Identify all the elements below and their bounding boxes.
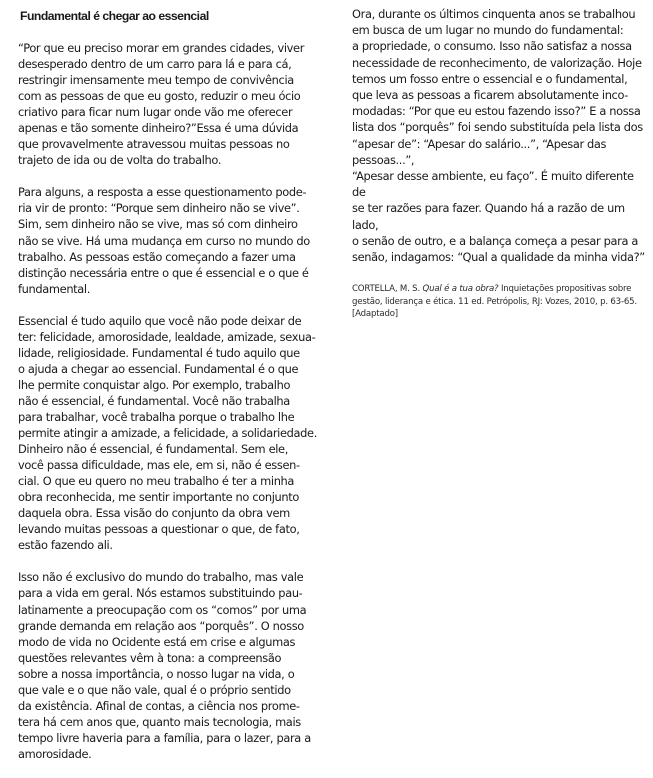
right-column: [352, 6, 646, 321]
citation-author: CORTELLA, M. S.: [352, 284, 423, 295]
citation-work-title: Qual é a tua obra?: [422, 284, 499, 295]
citation: [352, 283, 646, 321]
citation-details: Inquietações propositivas sobre gestão, liderança e ética. 11 ed. Petrópolis, RJ: Vozes, 2010, p. 63-65. [Adaptado]: [352, 284, 637, 320]
paragraph-4: Isso não é exclusivo do mundo do trabalho, mas vale para a vida em geral. Nós estamos substituindo pau- latinamente a preocupação com os “comos” por uma grande demanda em relação aos “porquês”. O nosso modo de vida no Ocidente está em crise e algumas questões relevantes vêm à tona: a compreensão sobre a nossa importância, o nosso lugar na vida, o que vale e o que não vale, qual é o próprio sentido da existência. Afinal de contas, a ciência nos prome- tera há cem anos que, quanto mais tecnologia, mais tempo livre haveria para a família, para o lazer, para a amorosidade.: [18, 570, 311, 761]
left-column: [18, 6, 320, 778]
paragraph-2: Para alguns, a resposta a esse questionamento pode- ria vir de pronto: “Porque sem dinheiro não se vive”. Sim, sem dinheiro não se vive, mas só com dinheiro não se vive. Há uma mudança em curso no mundo do trabalho. As pessoas estão começando a fazer uma distinção necessária entre o que é essencial e o que é fundamental.: [18, 185, 310, 296]
paragraph-3: Essencial é tudo aquilo que você não pode deixar de ter: felicidade, amorosidade, lealdade, amizade, sexua- lidade, religiosidade. Fundamental é tudo aquilo que o ajuda a chegar ao essencial. Fundamental é o que lhe permite conquistar algo. Por exemplo, trabalho não é essencial, é fundamental. Você não trabalha para trabalhar, você trabalha porque o trabalho lhe permite atingir a amizade, a felicidade, a solidariedade. Dinheiro não é essencial, é fundamental. Sem ele, você passa dificuldade, mas ele, em si, não é essen- cial. O que eu quero no meu trabalho é ter a minha obra reconhecida, me sentir importante no conjunto daquela obra. Essa visão do conjunto da obra vem levando muitas pessoas a questionar o que, de fato, estão fazendo ali.: [18, 313, 317, 553]
article-title: Fundamental é chegar ao essencial: [20, 9, 209, 23]
paragraph-1: “Por que eu preciso morar em grandes cidades, viver desesperado dentro de um carro para lá e para cá, restringir imensamente meu tempo de convivência com as pessoas de que eu gosto, reduzir o meu ócio criativo para ficar num lugar onde vão me oferecer apenas e tão somente dinheiro?”Essa é uma dúvida que provavelmente atravessou muitas pessoas no trajeto de ida ou de volta do trabalho.: [18, 41, 305, 168]
paragraph-5: Ora, durante os últimos cinquenta anos se trabalhou em busca de um lugar no mundo do fundamental: a propriedade, o consumo. Isso não satisfaz a nossa necessidade de reconhecimento, de valorização. Hoje temos um fosso entre o essencial e o fundamental, que leva as pessoas a ficarem absolutamente inco- modadas: “Por que eu estou fazendo isso?” E a nossa lista dos “porquês” foi sendo substituída pela lista dos “apesar de”: “Apesar do salário...”, “Apesar das pessoas...”, “Apesar desse ambiente, eu faço”. É muito diferente de se ter razões para fazer. Quando há a razão de um lado, o senão de outro, e a balança começa a pesar para a senão, indagamos: “Qual a qualidade da minha vida?”: [352, 7, 645, 265]
